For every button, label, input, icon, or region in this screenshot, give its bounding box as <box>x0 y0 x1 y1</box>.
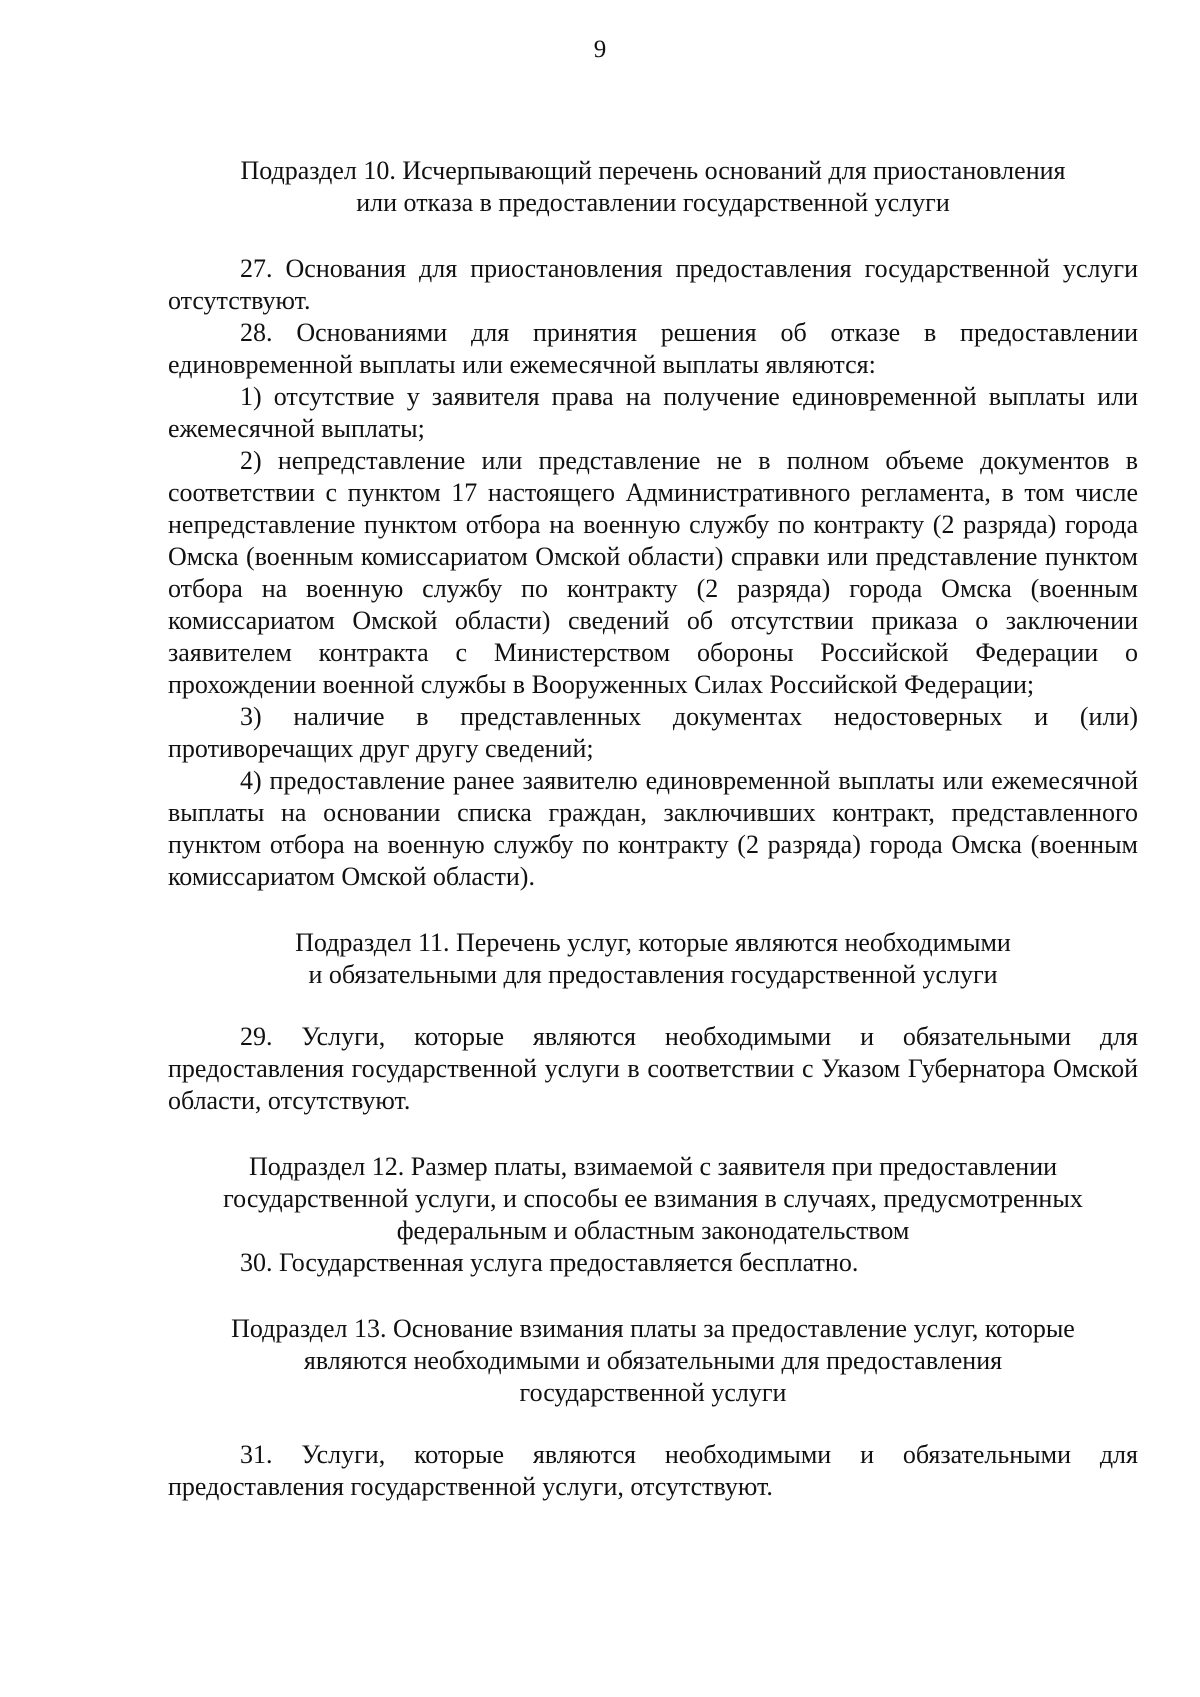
subsection-12-heading <box>168 1151 1138 1247</box>
page-number: 9 <box>593 36 607 63</box>
paragraph-27: 27. Основания для приостановления предоставления государственной услуги отсутствуют. <box>168 254 1138 315</box>
paragraph-28-item-1: 1) отсутствие у заявителя права на получение единовременной выплаты или ежемесячной выплаты; <box>168 382 1138 443</box>
heading-line: государственной услуги, и способы ее взимания в случаях, предусмотренных <box>223 1184 1083 1213</box>
document-body <box>168 155 1138 1503</box>
heading-line: Подраздел 10. Исчерпывающий перечень оснований для приостановления <box>240 156 1066 185</box>
heading-line: государственной услуги <box>519 1378 787 1407</box>
heading-line: Подраздел 12. Размер платы, взимаемой с заявителя при предоставлении <box>248 1152 1058 1181</box>
paragraph-28: 28. Основаниями для принятия решения об отказе в предоставлении единовременной выплаты или ежемесячной выплаты являются: <box>168 318 1138 379</box>
paragraph-28-item-3: 3) наличие в представленных документах недостоверных и (или) противоречащих друг другу сведений; <box>168 702 1138 763</box>
heading-line: являются необходимыми и обязательными для предоставления <box>303 1346 1003 1375</box>
heading-line: или отказа в предоставлении государственной услуги <box>356 188 950 217</box>
heading-line: и обязательными для предоставления государственной услуги <box>308 960 998 989</box>
heading-line: Подраздел 13. Основание взимания платы за предоставление услуг, которые <box>231 1314 1075 1343</box>
paragraph-30: 30. Государственная услуга предоставляется бесплатно. <box>240 1248 859 1277</box>
heading-line: Подраздел 11. Перечень услуг, которые являются необходимыми <box>295 928 1011 957</box>
paragraph-31: 31. Услуги, которые являются необходимыми и обязательными для предоставления государственной услуги, отсутствуют. <box>168 1440 1138 1501</box>
paragraph-29: 29. Услуги, которые являются необходимыми и обязательными для предоставления государственной услуги в соответствии с Указом Губернатора Омской области, отсутствуют. <box>168 1022 1138 1115</box>
paragraph-28-item-2: 2) непредставление или представление не в полном объеме документов в соответствии с пунктом 17 настоящего Административного регламента, в том числе непредставление пунктом отбора на военную службу по контракту (2 разряда) города Омска (военным комиссариатом Омской области) справки или представление пунктом отбора на военную службу по контракту (2 разряда) города Омска (военным комиссариатом Омской области) сведений об отсутствии приказа о заключении заявителем контракта с Министерством обороны Российской Федерации о прохождении военной службы в Вооруженных Силах Российской Федерации; <box>168 446 1138 699</box>
subsection-13-heading <box>168 1313 1138 1409</box>
paragraph-28-item-4: 4) предоставление ранее заявителю единовременной выплаты или ежемесячной выплаты на основании списка граждан, заключивших контракт, представленного пунктом отбора на военную службу по контракту (2 разряда) города Омска (военным комиссариатом Омской области). <box>168 766 1138 891</box>
subsection-11-heading <box>168 927 1138 991</box>
heading-line: федеральным и областным законодательством <box>396 1216 910 1245</box>
subsection-10-heading <box>168 155 1138 219</box>
